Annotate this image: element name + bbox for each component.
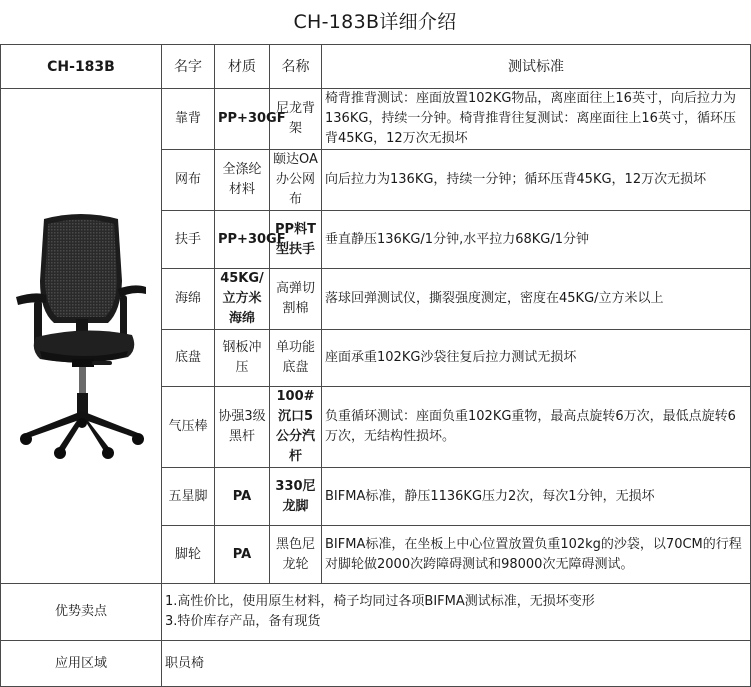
material-cell: 45KG/立方米海绵 xyxy=(215,269,270,330)
application-label: 应用区域 xyxy=(1,641,162,687)
name-cell: 单功能底盘 xyxy=(270,330,322,387)
name-cell: 尼龙背架 xyxy=(270,89,322,150)
material-cell: 协强3级黑杆 xyxy=(215,387,270,468)
part-cell: 脚轮 xyxy=(162,526,215,584)
name-cell: 330尼龙脚 xyxy=(270,468,322,526)
standard-cell: 落球回弹测试仪，撕裂强度测定，密度在45KG/立方米以上 xyxy=(322,269,751,330)
part-cell: 五星脚 xyxy=(162,468,215,526)
name-cell: 黑色尼龙轮 xyxy=(270,526,322,584)
page-title: CH-183B详细介绍 xyxy=(293,11,457,33)
material-header: 材质 xyxy=(215,45,270,89)
standard-cell: BIFMA标准，静压1136KG压力2次，每次1分钟，无损坏 xyxy=(322,468,751,526)
office-chair-image xyxy=(6,211,156,461)
material-cell: PA xyxy=(215,526,270,584)
part-cell: 靠背 xyxy=(162,89,215,150)
advantage-line-1: 1.高性价比，使用原生材料，椅子均同过各项BIFMA测试标准，无损坏变形 xyxy=(165,594,595,609)
part-cell: 扶手 xyxy=(162,211,215,269)
standard-cell: 负重循环测试：座面负重102KG重物，最高点旋转6万次，最低点旋转6万次，无结构性损坏。 xyxy=(322,387,751,468)
advantages-label: 优势卖点 xyxy=(1,584,162,641)
table-row xyxy=(1,89,751,150)
name-header: 名称 xyxy=(270,45,322,89)
table-header-row xyxy=(1,45,751,89)
standard-cell: 座面承重102KG沙袋往复后拉力测试无损坏 xyxy=(322,330,751,387)
name-cell: 高弹切割棉 xyxy=(270,269,322,330)
spec-table xyxy=(0,44,751,687)
material-cell: 全涤纶材料 xyxy=(215,150,270,211)
standard-cell: 椅背推背测试：座面放置102KG物品，离座面往上16英寸，向后拉力为136KG，持续一分钟。椅背推背往复测试：离座面往上16英寸，循环压背45KG，12万次无损坏 xyxy=(322,89,751,150)
part-cell: 网布 xyxy=(162,150,215,211)
material-cell: PP+30GF xyxy=(215,89,270,150)
advantages-content xyxy=(162,584,751,641)
chair-image-cell xyxy=(1,89,162,584)
name-cell: 100#沉口5公分汽杆 xyxy=(270,387,322,468)
material-cell: PP+30GF xyxy=(215,211,270,269)
standard-cell: 垂直静压136KG/1分钟,水平拉力68KG/1分钟 xyxy=(322,211,751,269)
part-cell: 海绵 xyxy=(162,269,215,330)
advantage-line-2: 3.特价库存产品，备有现货 xyxy=(165,614,321,629)
name-cell: 颐达OA办公网布 xyxy=(270,150,322,211)
advantages-row xyxy=(1,584,751,641)
standard-cell: BIFMA标准，在坐板上中心位置放置负重102kg的沙袋，以70CM的行程对脚轮做2000次跨障碍测试和98000次无障碍测试。 xyxy=(322,526,751,584)
name-cell: PP料T型扶手 xyxy=(270,211,322,269)
material-cell: 钢板冲压 xyxy=(215,330,270,387)
part-cell: 气压棒 xyxy=(162,387,215,468)
application-value: 职员椅 xyxy=(162,641,751,687)
application-row xyxy=(1,641,751,687)
model-header: CH-183B xyxy=(1,45,162,89)
part-cell: 底盘 xyxy=(162,330,215,387)
material-cell: PA xyxy=(215,468,270,526)
standard-cell: 向后拉力为136KG，持续一分钟；循环压背45KG，12万次无损坏 xyxy=(322,150,751,211)
standard-header: 测试标准 xyxy=(322,45,751,89)
part-header: 名字 xyxy=(162,45,215,89)
